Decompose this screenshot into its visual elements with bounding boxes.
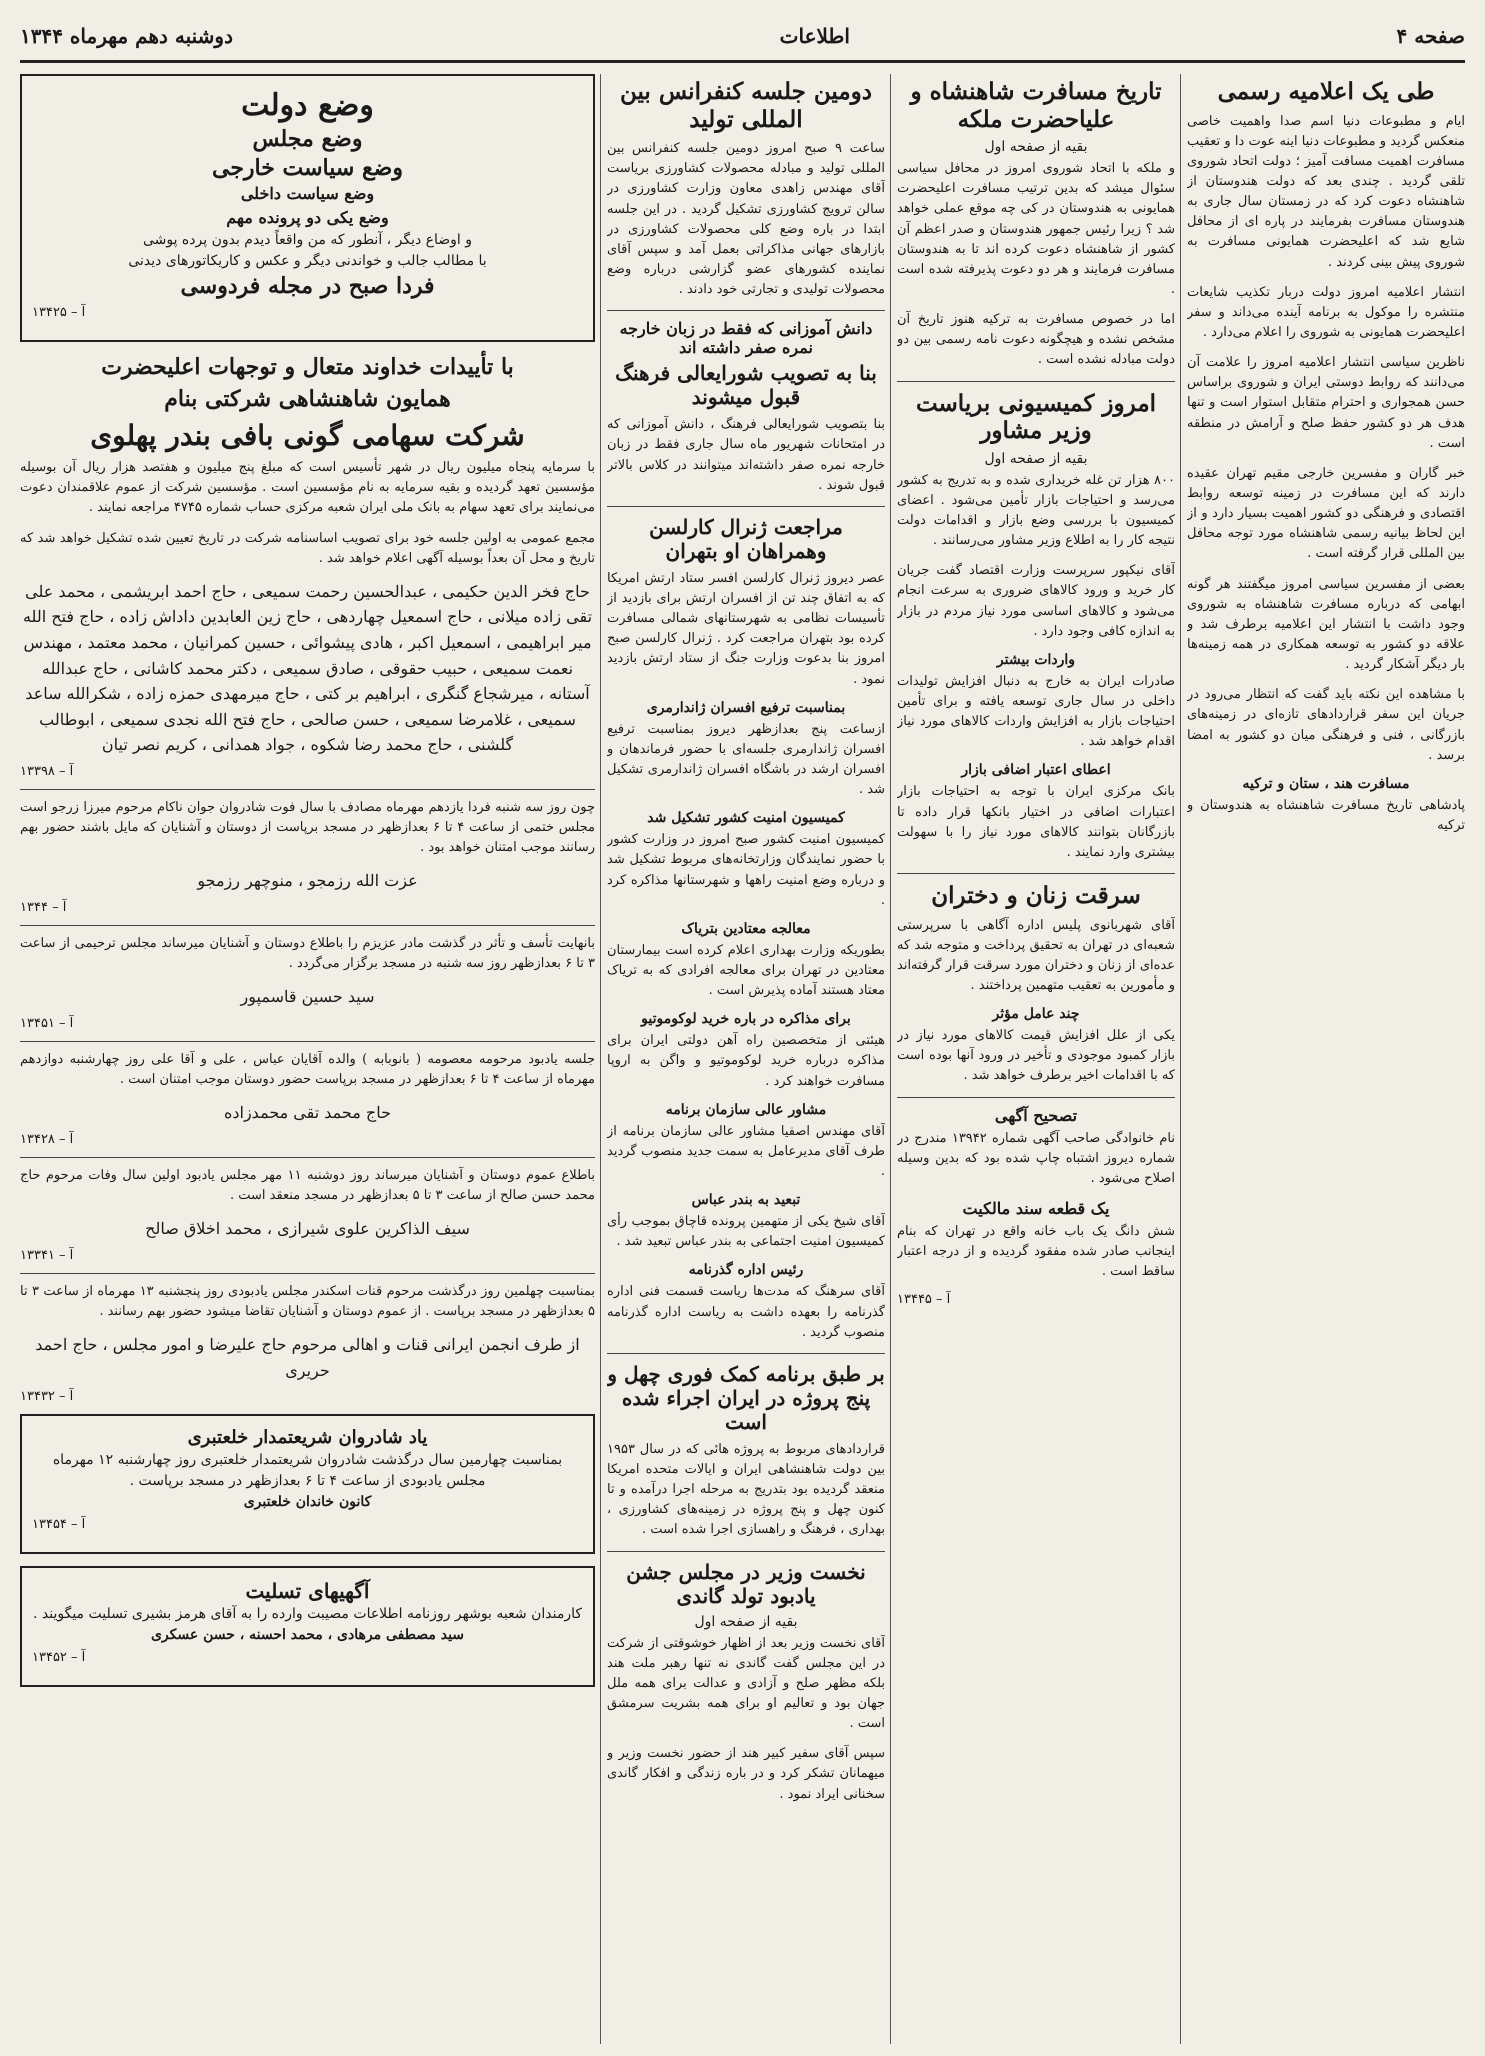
- subheadline: چند عامل مؤثر: [992, 1006, 1080, 1023]
- subheadline: واردات بیشتر: [996, 651, 1076, 668]
- headline: امروز کمیسیونی بریاست وزیر مشاور: [915, 389, 1157, 445]
- continued-label: بقیه از صفحه اول: [984, 450, 1088, 467]
- promo-line: وضع سیاست خارجی: [211, 154, 403, 181]
- promo-line: وضع یکی دو پرونده مهم: [226, 208, 389, 228]
- condolence-title: آگهیهای تسلیت: [245, 1578, 370, 1603]
- article-text: یکی از علل افزایش قیمت کالاهای مورد نیاز در بازار کمبود موجودی و تأخیر در ورود آنها بوده است که با اقدامات اخیر برطرف خواهد شد .: [897, 1028, 1175, 1084]
- notice-signature: سید حسین قاسمپور: [240, 987, 375, 1007]
- promo-line: وضع دولت: [241, 88, 374, 123]
- notice-text: بمناسبت چهلمین روز درگذشت مرحوم قنات اسکندر مجلس یادبودی روز پنجشنبه ۱۳ مهرماه از ساعت ۳ تا ۵ بعدازظهر در مسجد برپاست . از عموم دوستان و آشنایان تقاضا میشود حضور بهم رسانند .: [20, 1283, 595, 1319]
- headline: دانش آموزانی که فقط در زبان خارجه نمره صفر داشته اند: [619, 319, 873, 358]
- article-text: بانک مرکزی ایران با توجه به احتیاجات بازار اعتبارات اضافی در اختیار بانکها قرار داده تا بازرگانان بتوانند کالاهای مورد نیاز را با سهولت بیشتری وارد نمایند .: [897, 784, 1175, 860]
- article-text: قراردادهای مربوط به پروژه هائی که در سال ۱۹۵۳ بین دولت شاهنشاهی ایران و ایالات متحده امریکا منعقد گردیده بود بتدریج به مرحله اجرا درآمده و تا کنون چهل و پنج پروژه در زمینه‌های کشاورزی ، بهداری ، فرهنگ و راهسازی اجرا شده است .: [607, 1441, 885, 1538]
- headline: دومین جلسه کنفرانس بین المللی تولید: [619, 78, 872, 133]
- article-text: سپس آقای سفیر کبیر هند از حضور نخست وزیر و میهمانان تشکر کرد و در باره زندگی و افکار گاندی سخنانی ایراد نمود .: [607, 1746, 885, 1802]
- column-news: [607, 74, 885, 2044]
- magazine-promo-box: [20, 74, 595, 342]
- subheadline: مشاور عالی سازمان برنامه: [665, 1101, 827, 1118]
- article-text: آقای شیخ یکی از متهمین پرونده قاچاق بموجب رأی کمیسیون امنیت اجتماعی به بندر عباس تبعید شد .: [607, 1214, 885, 1250]
- article-text: آقای مهندس اصفیا مشاور عالی سازمان برنامه از طرف آقای مدیرعامل به سمت جدید منصوب گردید .: [607, 1123, 885, 1179]
- headline: طی یک اعلامیه رسمی: [1217, 78, 1435, 105]
- divider: [20, 789, 595, 790]
- subheadline: کمیسیون امنیت کشور تشکیل شد: [647, 810, 845, 827]
- column-rule: [890, 74, 891, 2044]
- ad-reference: آ – ۱۳۴۴: [20, 900, 67, 916]
- divider: [897, 873, 1175, 874]
- article-text: اما در خصوص مسافرت به ترکیه هنوز تاریخ آن مشخص نشده و هیچگونه دعوت نامه رسمی بین دو دولت مبادله نشده است .: [897, 312, 1175, 368]
- ad-reference: آ – ۱۳۴۴۵: [897, 1292, 951, 1308]
- article-text: با سرمایه پنجاه میلیون ریال در شهر تأسیس است که مبلغ پنج میلیون و هفتصد هزار ریال آن بوسیله مؤسسین تعهد گردیده و بقیه سرمایه به نام مؤسسین است . مؤسسین شرکت از عموم علاقمندان دعوت می‌نمایند برای تعهد سهام به بانک ملی ایران شعبه مرکزی حساب شماره ۴۷۴۵ مراجعه نمایند .: [20, 460, 595, 516]
- notice-text: چون روز سه شنبه فردا یازدهم مهرماه مصادف با سال فوت شادروان جوان ناکام مرحوم میرزا زرجو است مجلس ختمی از ساعت ۴ تا ۶ بعدازظهر در مسجد برپاست از دوستان و آشنایان که مایل باشند حضور بهم رسانند موجب امتنان خواهد بود .: [20, 800, 595, 856]
- article-text: ازساعت پنج بعدازظهر دیروز بمناسبت ترفیع افسران ژاندارمری جلسه‌ای با حضور فرماندهان و افسران ارشد در باشگاه افسران ژاندارمری تشکیل شد .: [607, 721, 885, 798]
- headline: با تأییدات خداوند متعال و توجهات اعلیحضرت: [101, 353, 514, 380]
- ad-reference: آ – ۱۳۴۵۴: [32, 1516, 86, 1532]
- article-text: صادرات ایران به خارج به دنبال افزایش تولیدات داخلی در سال جاری توسعه یافته و برای تأمین احتیاجات بازار به افزایش واردات کالاهای مورد نیاز اقدام خواهد شد .: [897, 673, 1175, 750]
- masthead: [20, 12, 1465, 63]
- article-text: آقای نیکپور سرپرست وزارت اقتصاد گفت جریان کار خرید و ورود کالاهای ضروری به سرعت انجام می‌شود و کالاهای اساسی مورد نیاز مردم در بازار به اندازه کافی وجود دارد .: [897, 563, 1175, 639]
- subheadline: برای مذاکره در باره خرید لوکوموتیو: [641, 1011, 851, 1028]
- article-text: مجمع عمومی به اولین جلسه خود برای تصویب اساسنامه شرکت در تاریخ تعیین شده تشکیل خواهد شد که تاریخ و محل آن بعداً بوسیله آگهی اعلام خواهد شد .: [20, 530, 595, 566]
- notice-text: بانهایت تأسف و تأثر در گذشت مادر عزیزم را باطلاع دوستان و آشنایان میرساند مجلس ترحیمی از ساعت ۳ تا ۶ بعدازظهر روز سه شنبه در مسجد برگزار می‌گردد .: [20, 936, 595, 972]
- condolence-box: [20, 1566, 595, 1687]
- condolence-signature: سید مصطفی مرهادی ، محمد احسنه ، حسن عسکری: [150, 1626, 465, 1643]
- ad-reference: آ – ۱۳۳۴۱: [20, 1247, 74, 1263]
- correction-text: نام خانوادگی صاحب آگهی شماره ۱۳۹۴۲ مندرج در شماره دیروز اشتباه چاپ شده بود که بدین وسیله اصلاح می‌شود .: [897, 1130, 1175, 1186]
- subheadline: اعطای اعتبار اضافی بازار: [961, 762, 1111, 779]
- notice-signature: سیف الذاکرین علوی شیرازی ، محمد اخلاق صالح: [145, 1219, 470, 1239]
- paper-name: اطلاعات: [779, 24, 850, 48]
- divider: [607, 1353, 885, 1354]
- article-text: ۸۰۰ هزار تن غله خریداری شده و به تدریج به کشور می‌رسد و احتیاجات بازار تأمین می‌شود . اعضای کمیسیون با بررسی وضع بازار و اقدامات دولت نتیجه کار را به اطلاع وزیر مشاور می‌رسانند .: [897, 472, 1175, 549]
- subheadline: بمناسبت ترفیع افسران ژاندارمری: [646, 699, 846, 716]
- article-text: هیئتی از متخصصین راه آهن دولتی ایران برای مذاکره درباره خرید لوکوموتیو و واگن به اروپا مسافرت خواهند کرد .: [607, 1033, 885, 1089]
- newspaper-page: [20, 12, 1465, 2044]
- article-text: ساعت ۹ صبح امروز دومین جلسه کنفرانس بین المللی تولید و مبادله محصولات کشاورزی بریاست آقای مهندس زاهدی معاون وزارت کشاورزی در سالن ترویج کشاورزی تشکیل گردید . در این جلسه ابتدا در باره وضع کلی محصولات کشاورزی در بازارهای جهانی مذاکراتی بعمل آمد و سپس آقای نماینده کشورهای عضو گزارشی درباره وضع محصولات تولیدی و تجارتی خود دادند .: [607, 141, 885, 298]
- article-text: بطوریکه وزارت بهداری اعلام کرده است بیمارستان معتادین در تهران برای معالجه افرادی که به تریاک معتاد هستند آماده پذیرش است .: [607, 942, 885, 999]
- ad-reference: آ – ۱۳۴۳۲: [20, 1389, 74, 1405]
- column-shah-travel: [897, 74, 1175, 2044]
- ad-reference: آ – ۱۳۴۲۵: [32, 304, 86, 320]
- memorial-box: [20, 1414, 595, 1553]
- notice-signature: عزت الله رزمجو ، منوچهر رزمجو: [197, 871, 418, 891]
- ad-reference: آ – ۱۳۴۵۲: [32, 1649, 86, 1665]
- promo-line: وضع سیاست داخلی: [240, 184, 375, 204]
- article-text: کمیسیون امنیت کشور صبح امروز در وزارت کشور با حضور نمایندگان وزارتخانه‌های مربوط تشکیل شد و درباره وضع امنیت راهها و شهرستانها مذاکره کرد .: [607, 832, 885, 908]
- headline: بنا به تصویب شورایعالی فرهنگ قبول میشوند: [615, 361, 877, 410]
- subheadline: رئیس اداره گذرنامه: [688, 1262, 804, 1279]
- divider: [20, 1273, 595, 1274]
- ad-reference: آ – ۱۳۴۵۱: [20, 1015, 74, 1031]
- article-text: آقای نخست وزیر بعد از اظهار خوشوقتی از شرکت در این مجلس گفت گاندی نه تنها رهبر ملت هند بلکه مظهر صلح و آزادی و عدالت برای همه ملل جهان بود و تعالیم او برای همه بشریت سرمشق است .: [607, 1635, 885, 1732]
- continued-label: بقیه از صفحه اول: [694, 1613, 798, 1630]
- headline: مراجعت ژنرال کارلسن وهمراهان او بتهران: [649, 514, 843, 563]
- promo-line: و اوضاع دیگر ، آنطور که من واقعاً دیدم بدون پرده پوشی: [142, 232, 473, 249]
- notice-text: جلسه یادبود مرحومه معصومه ( بانوبابه ) والده آقایان عباس ، علی و آقا علی روز چهارشنبه دوازدهم مهرماه از ساعت ۴ تا ۶ بعدازظهر در مسجد برپاست حضور دوستان موجب امتنان است .: [20, 1051, 595, 1088]
- divider: [20, 925, 595, 926]
- founders-list: حاج فخر الدین حکیمی ، عبدالحسین رحمت سمیعی ، حاج احمد ابریشمی ، محمد علی تقی زاده میلانی ، حاج اسمعیل چهاردهی ، حاج زین العابدین داداش زاده ، حاج فتح الله میر ابراهیمی ، اسمعیل اکبر ، هادی پیشوائی ، حسین کمرانیان ، محمد معتمد ، مهندس نعمت سمیعی ، حبیب حقوقی ، صادق سمیعی ، دکتر محمد کاشانی ، حاج عبدالله آستانه ، میرشجاع گنگری ، ابراهیم بر کتی ، حاج میرمهدی حمزه زاده ، شکرالله ساعد سمیعی ، غلامرضا سمیعی ، حسن صالحی ، حاج فتح الله نجدی سمیعی ، ابوطالب گلشنی ، حاج محمد رضا شکوه ، جواد همدانی ، کریم نصر تیان: [22, 581, 593, 755]
- issue-date: دوشنبه دهم مهرماه ۱۳۴۴: [20, 24, 233, 48]
- condolence-text: کارمندان شعبه بوشهر روزنامه اطلاعات مصیبت وارده را به آقای هرمز بشیری تسلیت میگویند .: [32, 1605, 583, 1622]
- headline: سرقت زنان و دختران: [931, 882, 1141, 910]
- article-text: ناظرین سیاسی انتشار اعلامیه امروز را علامت آن می‌دانند که روابط دوستی ایران و شوروی براساس حسن همجواری و احترام متقابل استوار است و تنها هدف هر دو کشور حفظ صلح و آرامش در منطقه است .: [1187, 355, 1465, 451]
- company-announcement: [20, 354, 595, 779]
- promo-line: وضع مجلس: [252, 126, 363, 152]
- article-text: بنا بتصویب شورایعالی فرهنگ ، دانش آموزانی که در امتحانات شهریور ماه سال جاری فقط در زبان خارجه نمره صفر داشته‌اند میتوانند در کلاس بالاتر قبول شوند .: [607, 417, 885, 493]
- subheadline: مسافرت هند ، ستان و ترکیه: [1242, 775, 1410, 792]
- article-text: عصر دیروز ژنرال کارلسن افسر ستاد ارتش امریکا که به اتفاق چند تن از افسران ارتش برای بازدید از تأسیسات نظامی به شهرستانهای شمالی مسافرت کرده بود بتهران مراجعت کرد . ژنرال کارلسن صبح امروز بنا بدعوت وزارت جنگ از ستاد ارتش بازدید نمود .: [607, 570, 885, 687]
- article-text: انتشار اعلامیه امروز دولت دربار تکذیب شایعات منتشره را موکول به برنامه آینده می‌داند و سفر اعلیحضرت همایونی به شوروی را اعلام می‌دارد .: [1187, 284, 1465, 340]
- page-number: صفحه ۴: [1396, 24, 1465, 48]
- article-text: و ملکه با اتحاد شوروی امروز در محافل سیاسی سئوال میشد که بدین ترتیب مسافرت اعلیحضرت همایونی به هندوستان در کی چه موقع عملی خواهد شد ؟ زیرا رئیس جمهور هندوستان و صدر اعظم آن کشور از شاهنشاه دعوت کرده اند تا به هندوستان مسافرت فرمایند و هر دو دعوت پذیرفته شده است .: [897, 161, 1175, 298]
- column-official-announcement: [1187, 74, 1465, 2044]
- divider: [607, 1551, 885, 1552]
- continued-label: بقیه از صفحه اول: [984, 139, 1088, 156]
- promo-line: فردا صبح در مجله فردوسی: [180, 273, 435, 300]
- article-text: بعضی از مفسرین سیاسی امروز میگفتند هر گونه ابهامی که درباره مسافرت شاهنشاه به شوروی وجود داشت با انتشار این اعلامیه برطرف شد و علاقه دو کشور به توسعه همکاری در همه زمینه‌ها بار دیگر آشکار گردید .: [1187, 576, 1465, 673]
- correction-title: تصحیح آگهی: [994, 1105, 1078, 1125]
- headline: بر طبق برنامه کمک فوری چهل و پنج پروژه در ایران اجراء شده است: [607, 1361, 885, 1434]
- columns: [20, 74, 1465, 2044]
- subheadline: معالجه معتادین بتریاک: [681, 920, 811, 937]
- column-rule: [600, 74, 601, 2044]
- notice-signature: حاج محمد تقی محمدزاده: [223, 1103, 391, 1123]
- divider: [20, 1157, 595, 1158]
- divider: [20, 1041, 595, 1042]
- divider: [607, 506, 885, 507]
- subheadline: تبعید به بندر عباس: [691, 1192, 801, 1209]
- memorial-text: بمناسبت چهارمین سال درگذشت شادروان شریعتمدار خلعتبری روز چهارشنبه ۱۲ مهرماه مجلس یادبودی از ساعت ۴ تا ۶ بعدازظهر در مسجد برپاست .: [52, 1451, 563, 1489]
- divider: [607, 310, 885, 311]
- headline: همایون شاهنشاهی شرکتی بنام: [164, 386, 451, 413]
- article-text: خبر گاران و مفسرین خارجی مقیم تهران عقیده دارند که این مسافرت در زمینه توسعه روابط اقتصادی و فرهنگی دو کشور اهمیت بسیار دارد و از این لحاظ بیانیه رسمی شاهنشاه مورد توجه محافل بین المللی قرار گرفته است .: [1187, 465, 1465, 562]
- column-ads: [20, 74, 595, 2044]
- notice-signature: از طرف انجمن ایرانی قنات و اهالی مرحوم حاج علیرضا و امور مجلس ، حاج احمد حریری: [35, 1334, 580, 1380]
- divider: [897, 1097, 1175, 1098]
- headline: تاریخ مسافرت شاهنشاه و علیاحضرت ملکه: [910, 78, 1162, 133]
- memorial-signature: کانون خاندان خلعتبری: [243, 1493, 372, 1510]
- notice-text: باطلاع عموم دوستان و آشنایان میرساند روز دوشنبه ۱۱ مهر مجلس یادبود اولین سال وفات مرحوم حاج محمد حسن صالح از ساعت ۳ تا ۵ بعدازظهر در مسجد منعقد است .: [20, 1167, 595, 1203]
- memorial-title: یاد شادروان شریعتمدار خلعتبری: [187, 1427, 428, 1449]
- company-name: شرکت سهامی گونی بافی بندر پهلوی: [90, 418, 525, 452]
- divider: [897, 381, 1175, 382]
- ad-reference: آ – ۱۳۴۲۸: [20, 1131, 74, 1147]
- promo-line: با مطالب جالب و خواندنی دیگر و عکس و کاریکاتورهای دیدنی: [128, 253, 487, 270]
- column-rule: [1180, 74, 1181, 2044]
- article-text: آقای سرهنگ که مدت‌ها ریاست قسمت فنی اداره گذرنامه را بعهده داشت به ریاست اداره گذرنامه منصوب گردید .: [607, 1284, 885, 1340]
- article-text: با مشاهده این نکته باید گفت که انتظار می‌رود در جریان این سفر قراردادهای تازه‌ای در زمینه‌های بازرگانی ، فنی و فرهنگی میان دو کشور به امضا برسد .: [1187, 687, 1465, 763]
- article-text: پادشاهی تاریخ مسافرت شاهنشاه به هندوستان و ترکیه: [1187, 797, 1465, 833]
- lost-document-title: یک قطعه سند مالکیت: [962, 1199, 1110, 1219]
- ad-reference: آ – ۱۳۳۹۸: [20, 764, 74, 780]
- article-text: آقای شهربانوی پلیس اداره آگاهی با سرپرستی شعبه‌ای در تهران به تحقیق پرداخت و متوجه شد که عده‌ای از زنان و دختران مورد سرقت قرار گرفته‌اند و مأمورین به تعقیب متهمین پرداختند .: [897, 917, 1175, 994]
- article-text: ایام و مطبوعات دنیا اسم صدا واهمیت خاصی منعکس گردید و مطبوعات دنیا اینه عوت دا و تعقیب مسافرت اهمیت مسافت آمیز ؛ دولت اتحاد شوروی تلقی گردید . چندی بعد که دولت هندوستان از شاهنشاه دعوت کرد که در زمستان سال جاری به هندوستان مسافرت بفرمایند در پاره ای از محافل شایع شد که اعلیحضرت همایونی مسافرت به شوروی پیش بینی کردند .: [1187, 113, 1465, 270]
- lost-document-text: شش دانگ یک باب خانه واقع در تهران که بنام اینجانب صادر شده مفقود گردیده و از درجه اعتبار ساقط است .: [897, 1224, 1175, 1280]
- headline: نخست وزیر در مجلس جشن یادبود تولد گاندی: [626, 1559, 866, 1608]
